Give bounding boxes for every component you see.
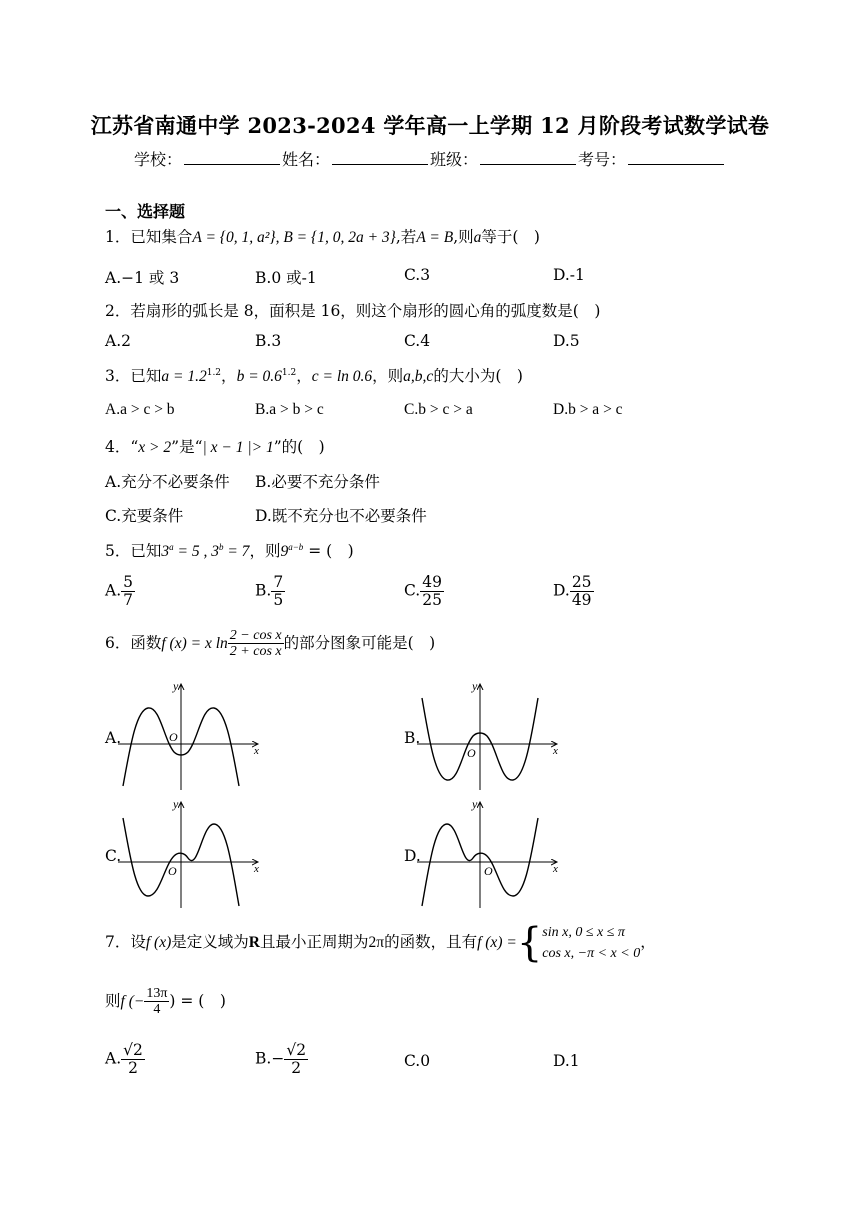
q4-option-a: A.充分不必要条件 xyxy=(105,473,230,491)
q7-mid: 是定义域为 xyxy=(171,933,249,951)
q3-end: 的大小为( ) xyxy=(433,367,523,385)
q7-ask-prefix: 则 xyxy=(105,991,121,1010)
q7-option-a: A. $\frac{√2}{2}$ xyxy=(105,1041,143,1078)
school-blank xyxy=(184,150,280,165)
svg-text:O: O xyxy=(484,864,493,878)
q7-ask-end: ) = ( ) xyxy=(169,991,226,1010)
svg-text:O: O xyxy=(169,730,178,744)
name-blank xyxy=(332,150,428,165)
class-blank xyxy=(480,150,576,165)
q7-mid3: 的函数，且有 xyxy=(384,933,478,951)
q6-fx: f (x) = x ln xyxy=(161,634,228,652)
q6-den: 2 + cos x xyxy=(229,644,282,660)
q3-vars: a,b,c xyxy=(403,368,434,385)
q4-option-b: B.必要不充分条件 xyxy=(255,473,380,491)
question-3: 3．已知$a = 1.2^{1.2}$，$b = 0.6^{1.2}$，c = ln 0.6，则a,b,c的大小为( ) xyxy=(105,367,523,385)
q1-option-a: A.−1 或 3 xyxy=(105,269,180,287)
question-6 xyxy=(105,628,435,660)
q7-option-d: D.1 xyxy=(553,1052,580,1070)
q5-option-b: B. $\frac{7}{5}$ xyxy=(255,573,284,610)
q7-r: R xyxy=(248,934,260,951)
q1-end: 等于( ) xyxy=(481,228,540,246)
svg-text:x: x xyxy=(553,745,558,757)
q4-end: ”的( ) xyxy=(273,438,325,456)
q6-graph-d xyxy=(417,796,567,911)
q3-b: b = 0.6 xyxy=(236,368,282,385)
question-4 xyxy=(105,435,325,457)
svg-text:x: x xyxy=(254,745,259,757)
q7-comma: ， xyxy=(640,933,656,951)
svg-text:x: x xyxy=(254,863,259,875)
q5-val-1: = 5 , 3 xyxy=(173,543,219,560)
q1-option-c: C.3 xyxy=(404,266,431,284)
q6-end: 的部分图象可能是( ) xyxy=(283,633,436,652)
q4-cond-1: x > 2 xyxy=(138,439,172,456)
q3-option-d: D.b > a > c xyxy=(553,401,623,418)
q7-brace: { xyxy=(516,920,543,966)
q2-option-d: D.5 xyxy=(553,332,580,350)
q4-option-d: D.既不充分也不必要条件 xyxy=(255,507,427,525)
q3-option-a: A.a > c > b xyxy=(105,401,175,418)
q7-ask-den: 4 xyxy=(153,1002,161,1018)
q1-set-a: A = {0, 1, a²} xyxy=(192,229,276,246)
q5-option-d: D. $\frac{25}{49}$ xyxy=(553,573,592,610)
q5-mid: ，则 xyxy=(249,542,281,560)
exam-title: 江苏省南通中学 2023-2024 学年高一上学期 12 月阶段考试数学试卷 xyxy=(90,113,770,138)
q5-prefix: 5．已知 xyxy=(105,542,162,560)
svg-text:x: x xyxy=(553,863,558,875)
exam-no-label: 考号： xyxy=(578,150,627,169)
q7-ask-f: f (− xyxy=(120,992,145,1010)
svg-text:O: O xyxy=(168,864,177,878)
q5-exp-a: a xyxy=(169,541,174,552)
q1-eq: A = B xyxy=(416,229,454,246)
q7-prefix: 7．设 xyxy=(105,933,146,951)
q3-mid: ，则 xyxy=(372,367,404,385)
q2-option-a: A.2 xyxy=(105,332,131,350)
q5-base-1: 3 xyxy=(161,543,170,560)
q6-prefix: 6．函数 xyxy=(105,633,162,652)
q6-graph-c xyxy=(118,796,268,911)
q1-cond: ,若 xyxy=(395,228,417,246)
question-7 xyxy=(105,922,656,964)
svg-text:y: y xyxy=(472,679,478,693)
q2-option-c: C.4 xyxy=(404,332,431,350)
q4-prefix: 4．“ xyxy=(105,438,139,456)
svg-text:y: y xyxy=(173,797,179,811)
q7-option-c: C.0 xyxy=(404,1052,431,1070)
q1-var: a xyxy=(473,229,482,246)
q7-ask-num: 13π xyxy=(146,986,168,1001)
q3-a: a = 1.2 xyxy=(161,368,207,385)
q6-option-b-label: B. xyxy=(404,729,421,747)
q6-graph-a xyxy=(118,678,268,793)
class-label: 班级： xyxy=(430,150,479,169)
question-2: 2．若扇形的弧长是 8，面积是 16，则这个扇形的圆心角的弧度数是( ) xyxy=(105,302,601,320)
q1-tail: ,则 xyxy=(453,228,474,246)
q5-option-a: A. $\frac{5}{7}$ xyxy=(105,573,133,610)
question-7-ask xyxy=(105,986,226,1018)
exam-no-blank xyxy=(628,150,724,165)
q7-cases xyxy=(542,922,640,964)
q7-fx: f (x) xyxy=(145,934,172,951)
q7-mid2: 且最小正周期为 xyxy=(259,933,369,951)
q7-case-1: sin x, 0 ≤ x ≤ π xyxy=(542,925,625,940)
svg-text:y: y xyxy=(472,797,478,811)
q5-end: = ( ) xyxy=(303,542,354,560)
q5-expr: 9 xyxy=(280,543,289,560)
q3-option-b: B.a > b > c xyxy=(255,401,324,418)
student-info-line xyxy=(0,147,860,170)
section-heading: 一、选择题 xyxy=(105,202,186,221)
q7-fdef: f (x) = xyxy=(477,934,517,951)
q7-period: 2π xyxy=(368,934,385,951)
q7-option-b: B.− $\frac{√2}{2}$ xyxy=(255,1041,307,1078)
svg-text:y: y xyxy=(173,679,179,693)
q6-option-a-label: A. xyxy=(105,729,122,747)
q5-expr-exp: a−b xyxy=(288,541,304,552)
q3-b-exp: 1.2 xyxy=(281,367,297,378)
q4-option-c: C.充要条件 xyxy=(105,507,184,525)
name-label: 姓名： xyxy=(281,150,330,169)
q3-c: c = ln 0.6 xyxy=(311,368,373,385)
q6-option-d-label: D. xyxy=(404,847,421,865)
q5-val-2: = 7 xyxy=(223,543,250,560)
q1-option-d: D.-1 xyxy=(553,266,585,284)
q1-set-b: , B = {1, 0, 2a + 3} xyxy=(275,229,396,246)
q6-num: 2 − cos x xyxy=(229,628,282,643)
q3-a-exp: 1.2 xyxy=(206,367,222,378)
q1-option-b: B.0 或-1 xyxy=(255,269,317,287)
q3-option-c: C.b > c > a xyxy=(404,401,473,418)
svg-text:O: O xyxy=(467,746,476,760)
q1-prefix: 1．已知集合 xyxy=(105,228,193,246)
q2-option-b: B.3 xyxy=(255,332,282,350)
q4-cond-2: | x − 1 |> 1 xyxy=(202,439,274,456)
question-1 xyxy=(105,225,540,247)
school-label: 学校： xyxy=(133,150,182,169)
q5-option-c: C. $\frac{49}{25}$ xyxy=(404,573,442,610)
q3-prefix: 3．已知 xyxy=(105,367,162,385)
q5-exp-b: b xyxy=(218,541,224,552)
q4-mid: ”是“ xyxy=(171,438,203,456)
q6-graph-b xyxy=(417,678,567,793)
question-5 xyxy=(105,539,354,561)
q6-option-c-label: C. xyxy=(105,847,122,865)
q7-case-2: cos x, −π < x < 0 xyxy=(542,946,641,961)
